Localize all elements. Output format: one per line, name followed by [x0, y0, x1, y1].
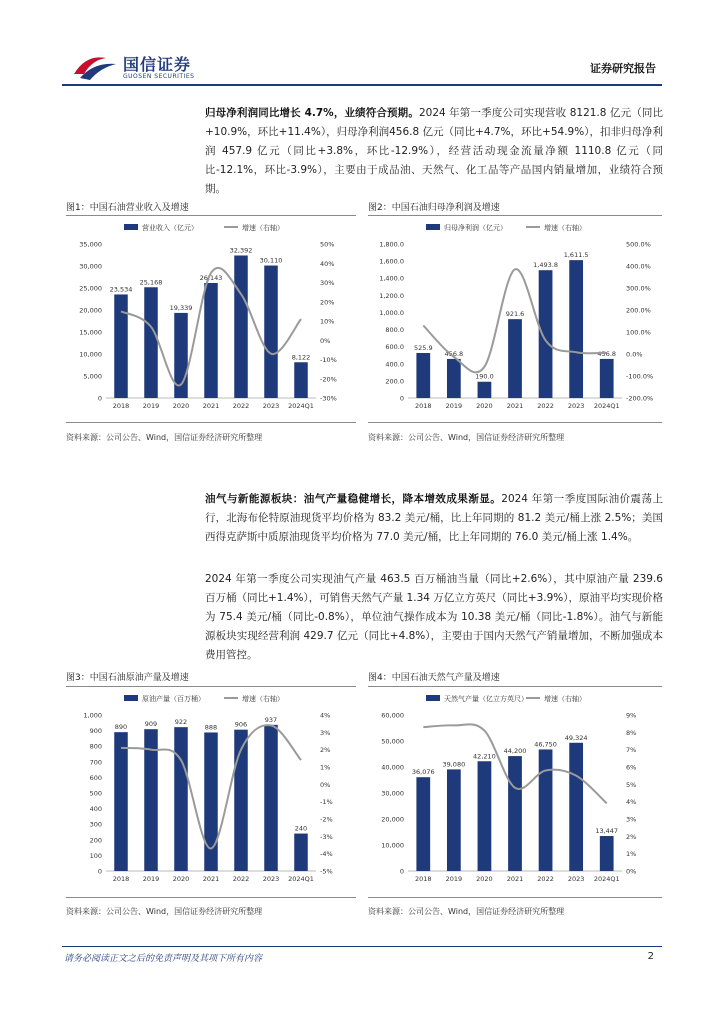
- bar-data-label: 25,168: [139, 278, 163, 287]
- y2-tick-label: 2%: [626, 832, 637, 841]
- fig3-chart: [66, 689, 356, 889]
- bar: [114, 294, 128, 398]
- y2-tick-label: 400.0%: [626, 262, 651, 271]
- bar: [264, 266, 278, 398]
- y-tick-label: 800.0: [385, 326, 404, 335]
- x-tick-label: 2023: [567, 875, 585, 883]
- bar-data-label: 30,110: [259, 256, 283, 265]
- y-tick-label: 400: [89, 805, 102, 814]
- y2-tick-label: -200.0%: [626, 394, 654, 403]
- x-tick-label: 2024Q1: [593, 875, 620, 883]
- bar: [294, 834, 308, 871]
- bar: [447, 769, 461, 871]
- bar: [600, 359, 614, 398]
- y-tick-label: 20,000: [381, 815, 404, 824]
- bar: [144, 287, 158, 398]
- legend-bar-swatch: [426, 695, 440, 701]
- x-tick-label: 2021: [202, 402, 220, 410]
- y-tick-label: 20,000: [79, 306, 102, 315]
- legend-bar-label: 归母净利润（亿元）: [444, 224, 507, 232]
- y2-tick-label: 3%: [626, 815, 637, 824]
- x-tick-label: 2019: [445, 402, 463, 410]
- legend-line-label: 增速（右轴）: [544, 224, 586, 232]
- bar-data-label: 240: [294, 824, 308, 833]
- x-tick-label: 2021: [506, 402, 524, 410]
- x-tick-label: 2023: [262, 402, 280, 410]
- x-tick-label: 2018: [112, 875, 130, 883]
- y2-tick-label: 40%: [320, 259, 335, 268]
- y2-tick-label: 100.0%: [626, 328, 651, 337]
- bar: [539, 270, 553, 398]
- fig3-title: 图3：中国石油原油产量及增速: [66, 673, 189, 683]
- y-tick-label: 900: [89, 727, 102, 736]
- fig4-chart: [368, 689, 662, 889]
- bar: [204, 283, 218, 398]
- bar: [234, 255, 248, 398]
- x-tick-label: 2019: [142, 875, 160, 883]
- y2-tick-label: 20%: [320, 298, 335, 307]
- bar: [204, 732, 218, 871]
- bar-data-label: 1,611.5: [563, 251, 589, 260]
- x-tick-label: 2020: [476, 402, 493, 410]
- y2-tick-label: 1%: [626, 850, 637, 859]
- bar-data-label: 23,534: [109, 285, 133, 294]
- bar: [114, 732, 128, 871]
- bar-data-label: 909: [144, 720, 158, 729]
- x-tick-label: 2021: [202, 875, 220, 883]
- bar-data-label: 46,750: [534, 740, 557, 749]
- y-tick-label: 60,000: [381, 711, 404, 720]
- bar-data-label: 8,122: [291, 353, 311, 362]
- y2-tick-label: 6%: [626, 763, 637, 772]
- fig1-chart: [66, 218, 356, 416]
- y-tick-label: 15,000: [79, 328, 102, 337]
- bar: [416, 777, 430, 871]
- x-tick-label: 2018: [415, 875, 432, 883]
- y-tick-label: 50,000: [381, 737, 404, 746]
- legend-line-label: 增速（右轴）: [544, 695, 586, 703]
- fig4-bottom-rule: [368, 897, 662, 898]
- brand-name: 国信证券: [123, 55, 192, 74]
- y-tick-label: 1,000: [83, 711, 102, 720]
- y-tick-label: 30,000: [79, 262, 102, 271]
- header-divider: [62, 84, 662, 86]
- paragraph-earnings-body: 2024 年第一季度公司实现营收 8121.8 亿元（同比+10.9%，环比+11.4%），归母净利润456.8 亿元（同比+4.7%，环比+54.9%），扣非归母净利润 457.9 亿元（同比+3.8%，环比-12.9%），经营活动现金流量净额 1110.8 亿元（同比-12.1%，环比-3.9%），主要由于成品油、天然气、化工品等产品国内销量增加，业绩符合预期。: [205, 107, 663, 195]
- y-tick-label: 0: [97, 394, 102, 403]
- x-tick-label: 2022: [537, 875, 554, 883]
- fig2-bottom-rule: [368, 422, 662, 423]
- bar: [508, 319, 522, 398]
- y-tick-label: 800: [89, 742, 102, 751]
- y2-tick-label: 5%: [626, 780, 637, 789]
- y2-tick-label: 30%: [320, 279, 335, 287]
- fig4-top-rule: [368, 686, 662, 687]
- y2-tick-label: 9%: [626, 711, 637, 720]
- x-tick-label: 2024Q1: [288, 402, 314, 410]
- bar: [264, 725, 278, 871]
- report-type: 证券研究报告: [590, 62, 656, 75]
- fig1-title: 图1：中国石油营业收入及增速: [66, 203, 189, 213]
- x-tick-label: 2020: [172, 875, 190, 883]
- y-tick-label: 400.0: [385, 360, 404, 369]
- bar: [447, 359, 461, 398]
- y2-tick-label: 0%: [626, 867, 637, 876]
- y2-tick-label: -20%: [320, 375, 337, 384]
- bar: [174, 727, 188, 871]
- y-tick-label: 35,000: [79, 240, 102, 249]
- x-tick-label: 2024Q1: [288, 875, 314, 883]
- bar: [569, 260, 583, 398]
- y2-tick-label: 7%: [626, 746, 637, 755]
- y2-tick-label: -3%: [320, 832, 333, 841]
- guosen-logo-icon: [72, 52, 118, 82]
- y2-tick-label: 300.0%: [626, 284, 651, 293]
- y2-tick-label: -1%: [320, 798, 333, 807]
- bar: [539, 749, 553, 871]
- y2-tick-label: -2%: [320, 815, 333, 824]
- x-tick-label: 2023: [262, 875, 280, 883]
- bar: [569, 743, 583, 871]
- bar-data-label: 44,200: [503, 747, 527, 756]
- footer-divider: [62, 946, 662, 947]
- y-tick-label: 200: [89, 836, 102, 845]
- y-tick-label: 10,000: [79, 350, 102, 359]
- legend-bar-swatch: [124, 224, 138, 230]
- legend-bar-label: 天然气产量（亿立方英尺）: [444, 695, 528, 703]
- y-tick-label: 1,000.0: [379, 308, 404, 317]
- legend-line-label: 增速（右轴）: [242, 224, 284, 232]
- y-tick-label: 1,200.0: [379, 291, 404, 300]
- y2-tick-label: 200.0%: [626, 306, 651, 315]
- legend-bar-swatch: [426, 224, 440, 230]
- y2-tick-label: -4%: [320, 850, 333, 859]
- x-tick-label: 2018: [415, 402, 432, 410]
- x-tick-label: 2020: [476, 875, 493, 883]
- fig2-chart: [368, 218, 662, 416]
- x-tick-label: 2022: [232, 402, 250, 410]
- y2-tick-label: 500.0%: [626, 240, 651, 249]
- y-tick-label: 0: [97, 867, 102, 876]
- paragraph-earnings: [205, 104, 663, 199]
- x-tick-label: 2018: [112, 402, 130, 410]
- fig1-bottom-rule: [66, 422, 356, 423]
- paragraph-production: 2024 年第一季度公司实现油气产量 463.5 百万桶油当量（同比+2.6%），其中原油产量 239.6 百万桶（同比+1.4%），可销售天然气产量 1.34 万亿立方英尺（同比+3.9%），原油平均实现价格为 75.4 美元/桶（同比-0.8%），单位油气操作成本为 10.38 美元/桶（同比-1.8%）。油气与新能源板块实现经营利润 429.7 亿元（同比+4.8%），主要由于国内天然气产销量增加，不断加强成本费用管控。: [205, 573, 663, 661]
- bar-data-label: 525.9: [413, 344, 433, 353]
- legend-line-label: 增速（右轴）: [242, 695, 284, 703]
- bar: [294, 362, 308, 398]
- x-tick-label: 2020: [172, 402, 190, 410]
- y-tick-label: 600.0: [385, 343, 404, 352]
- page-header: [0, 0, 724, 88]
- y-tick-label: 1,600.0: [379, 257, 404, 266]
- y-tick-label: 25,000: [79, 284, 102, 293]
- bar: [600, 836, 614, 871]
- bar-data-label: 36,076: [411, 768, 435, 777]
- bar-data-label: 190.0: [475, 372, 494, 381]
- page-number: 2: [647, 951, 654, 962]
- paragraph-oil-gas: [205, 490, 663, 547]
- y-tick-label: 0: [399, 394, 404, 403]
- legend-bar-label: 原油产量（百万桶）: [142, 695, 205, 703]
- bar-data-label: 13,447: [595, 827, 619, 836]
- fig3-top-rule: [66, 686, 356, 687]
- bar-data-label: 456.8: [444, 349, 464, 358]
- y2-tick-label: -10%: [320, 356, 337, 364]
- y-tick-label: 600: [89, 773, 102, 782]
- bar-data-label: 39,080: [442, 760, 466, 769]
- fig2-top-rule: [368, 215, 662, 216]
- paragraph-earnings-heading: 归母净利润同比增长 4.7%，业绩符合预期。: [205, 107, 419, 119]
- paragraph-oil-gas-body: 2024 年第一季度国际油价震荡上行，北海布伦特原油现货平均价格为 83.2 美元/桶，比上年同期的 81.2 美元/桶上涨 2.5%；美国西得克萨斯中质原油现货平均价格为 77.0 美元/桶，比上年同期的 76.0 美元/桶上涨 1.4%。: [205, 493, 663, 543]
- y-tick-label: 700: [89, 758, 102, 767]
- fig1-top-rule: [66, 215, 356, 216]
- bar-data-label: 890: [114, 723, 128, 732]
- y-tick-label: 10,000: [381, 841, 404, 850]
- y2-tick-label: 4%: [626, 798, 637, 807]
- bar-data-label: 42,210: [473, 752, 496, 761]
- fig3-source: 资料来源：公司公告、Wind，国信证券经济研究所整理: [66, 907, 263, 916]
- y-tick-label: 200.0: [385, 377, 404, 386]
- bar-data-label: 888: [204, 723, 218, 732]
- x-tick-label: 2023: [567, 402, 585, 410]
- legend-bar-label: 营业收入（亿元）: [142, 224, 198, 232]
- x-tick-label: 2024Q1: [593, 402, 620, 410]
- paragraph-oil-gas-heading: 油气与新能源板块：油气产量稳健增长，降本增效成果渐显。: [205, 493, 502, 505]
- y2-tick-label: 10%: [320, 317, 335, 326]
- y2-tick-label: 50%: [320, 240, 335, 249]
- bar-data-label: 906: [234, 720, 248, 729]
- y2-tick-label: 0%: [320, 336, 331, 345]
- y-tick-label: 300: [89, 820, 102, 829]
- bar-data-label: 19,339: [169, 303, 193, 312]
- legend-bar-swatch: [124, 695, 138, 701]
- fig3-bottom-rule: [66, 897, 356, 898]
- y2-tick-label: 4%: [320, 711, 331, 720]
- y-tick-label: 100: [89, 851, 102, 860]
- y2-tick-label: 0%: [320, 780, 331, 789]
- y2-tick-label: 3%: [320, 728, 331, 737]
- bar: [478, 382, 492, 398]
- bar-data-label: 922: [174, 718, 188, 727]
- y-tick-label: 40,000: [381, 763, 404, 772]
- fig1-source: 资料来源：公司公告、Wind，国信证券经济研究所整理: [66, 433, 263, 442]
- y-tick-label: 1,400.0: [379, 274, 404, 283]
- x-tick-label: 2019: [445, 875, 463, 883]
- x-tick-label: 2019: [142, 402, 160, 410]
- y-tick-label: 0: [399, 867, 404, 876]
- fig2-source: 资料来源：公司公告、Wind，国信证券经济研究所整理: [368, 433, 565, 442]
- bar-data-label: 1,493.8: [533, 261, 558, 270]
- bar: [508, 756, 522, 871]
- bar-data-label: 49,324: [564, 733, 588, 742]
- bar-data-label: 32,392: [229, 246, 253, 255]
- x-tick-label: 2022: [537, 402, 554, 410]
- bar-data-label: 921.6: [505, 310, 525, 319]
- brand-name-en: GUOSEN SECURITIES: [123, 73, 195, 80]
- y2-tick-label: -5%: [320, 867, 333, 876]
- y-tick-label: 1,800.0: [379, 240, 404, 249]
- y2-tick-label: -100.0%: [626, 372, 654, 381]
- footer-disclaimer: 请务必阅读正文之后的免责声明及其项下所有内容: [64, 954, 263, 964]
- y2-tick-label: -30%: [320, 394, 337, 403]
- bar: [478, 761, 492, 871]
- y2-tick-label: 8%: [626, 728, 637, 737]
- y2-tick-label: 2%: [320, 746, 331, 755]
- fig4-title: 图4：中国石油天然气产量及增速: [368, 673, 500, 683]
- y-tick-label: 30,000: [381, 789, 404, 798]
- fig4-source: 资料来源：公司公告、Wind，国信证券经济研究所整理: [368, 907, 565, 916]
- bar-data-label: 456.8: [597, 349, 617, 358]
- y2-tick-label: 0.0%: [626, 350, 643, 359]
- bar-data-label: 26,143: [199, 273, 223, 282]
- x-tick-label: 2022: [232, 875, 250, 883]
- bar: [416, 353, 430, 398]
- y-tick-label: 5,000: [83, 372, 102, 381]
- x-tick-label: 2021: [506, 875, 524, 883]
- bar-data-label: 937: [264, 715, 278, 724]
- y2-tick-label: 1%: [320, 763, 331, 772]
- fig2-title: 图2：中国石油归母净利润及增速: [368, 203, 500, 213]
- y-tick-label: 500: [89, 789, 102, 798]
